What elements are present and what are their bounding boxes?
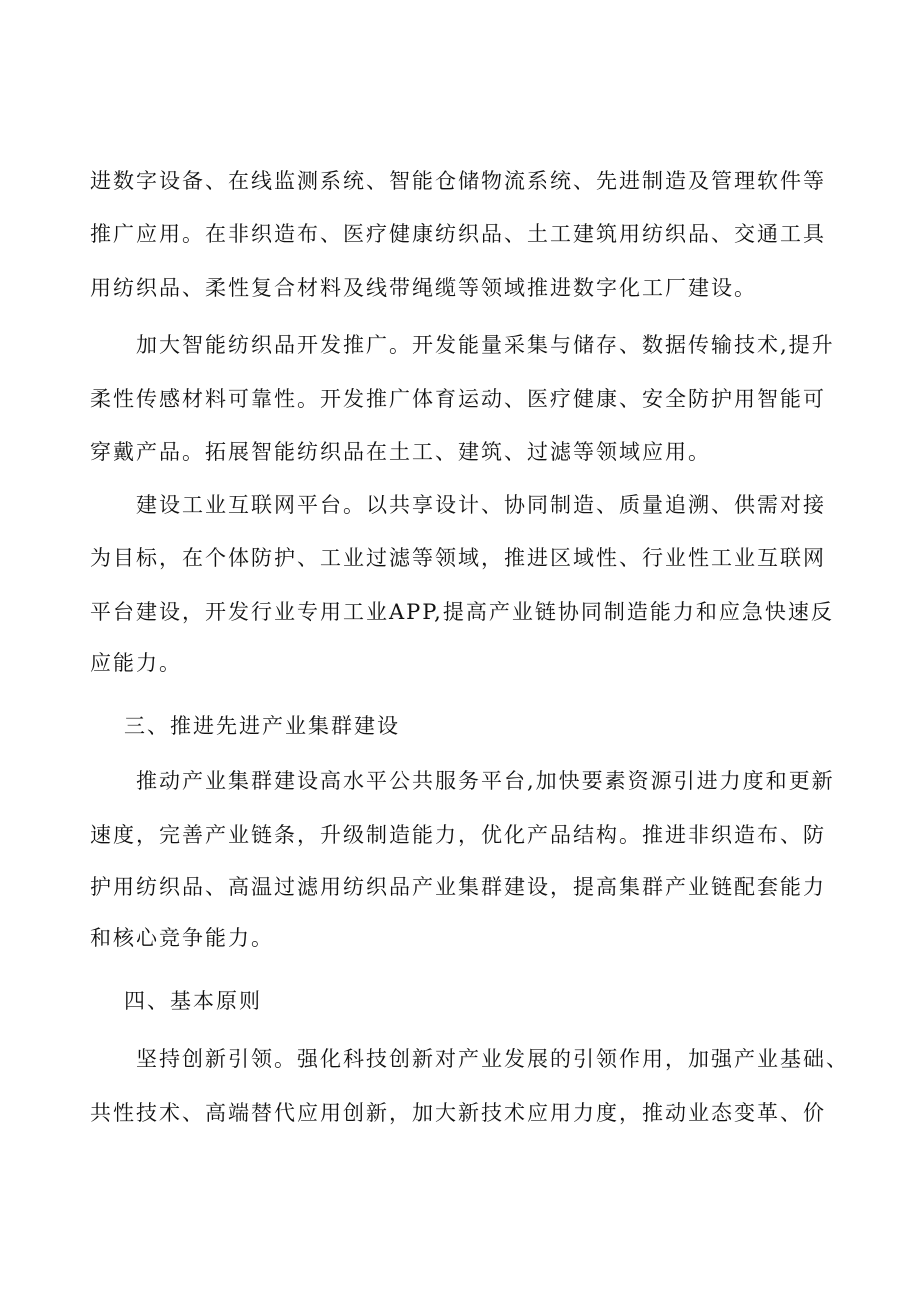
paragraph-line: 应能力。: [90, 651, 182, 675]
section-heading: 三、推进先进产业集群建设: [124, 714, 400, 738]
paragraph-line: 穿戴产品。拓展智能纺织品在土工、建筑、过滤等领域应用。: [90, 440, 711, 464]
paragraph-line: 速度，完善产业链条，升级制造能力，优化产品结构。推进非织造布、防: [90, 823, 826, 847]
paragraph-line: 平台建设，开发行业专用工业APP,提高产业链协同制造能力和应急快速反: [90, 600, 834, 624]
paragraph-line: 为目标，在个体防护、工业过滤等领域，推进区域性、行业性工业互联网: [90, 546, 826, 570]
paragraph-line: 用纺织品、柔性复合材料及线带绳缆等领域推进数字化工厂建设。: [90, 276, 757, 300]
paragraph-line: 加大智能纺织品开发推广。开发能量采集与储存、数据传输技术,提升: [136, 333, 835, 357]
paragraph-line: 坚持创新引领。强化科技创新对产业发展的引领作用，加强产业基础、: [136, 1047, 849, 1071]
paragraph-line: 推动产业集群建设高水平公共服务平台,加快要素资源引进力度和更新: [136, 769, 835, 793]
paragraph-line: 和核心竞争能力。: [90, 926, 274, 950]
paragraph-line: 共性技术、高端替代应用创新，加大新技术应用力度，推动业态变革、价: [90, 1101, 826, 1125]
paragraph-line: 建设工业互联网平台。以共享设计、协同制造、质量追溯、供需对接: [136, 493, 826, 517]
paragraph-line: 护用纺织品、高温过滤用纺织品产业集群建设，提高集群产业链配套能力: [90, 875, 826, 899]
paragraph-line: 进数字设备、在线监测系统、智能仓储物流系统、先进制造及管理软件等: [90, 169, 826, 193]
paragraph-line: 推广应用。在非织造布、医疗健康纺织品、土工建筑用纺织品、交通工具: [90, 222, 826, 246]
paragraph-line: 柔性传感材料可靠性。开发推广体育运动、医疗健康、安全防护用智能可: [90, 387, 826, 411]
section-heading: 四、基本原则: [124, 989, 262, 1013]
